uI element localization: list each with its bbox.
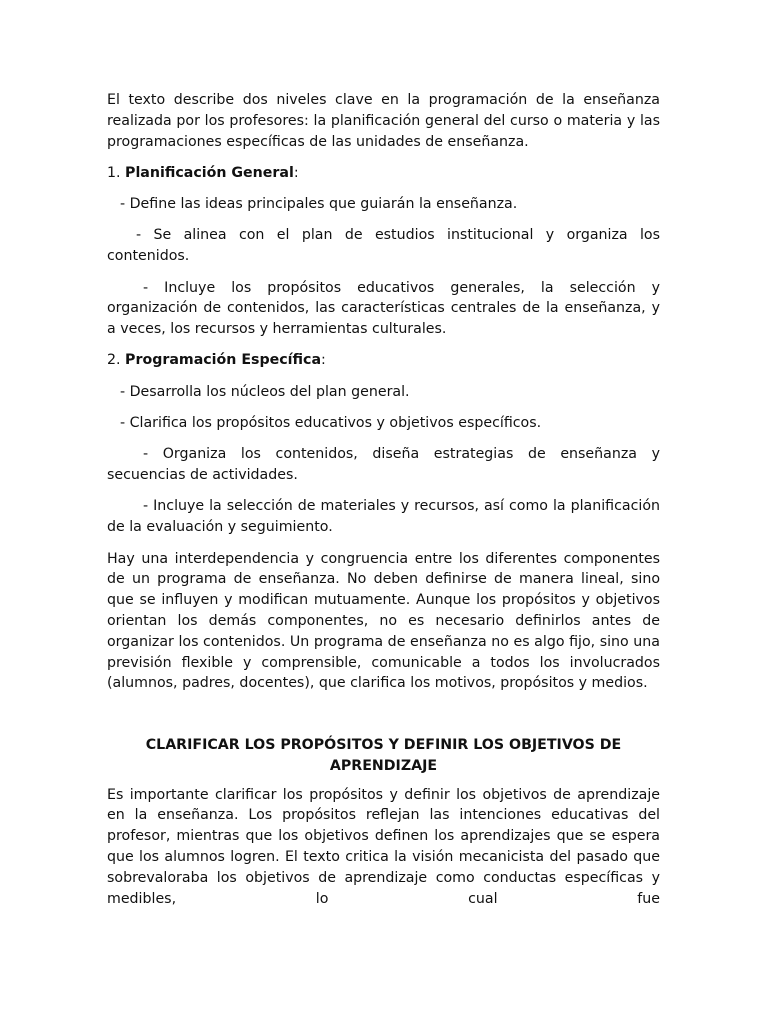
section-2-title: Programación Específica: [125, 352, 322, 369]
section-1-item: - Incluye los propósitos educativos generales, la selección y organización de contenidos, las características centrales de la enseñanza, y a veces, los recursos y herramientas culturales.: [107, 279, 660, 338]
section-2-item: - Clarifica los propósitos educativos y objetivos específicos.: [120, 415, 542, 432]
section-2-item: - Desarrolla los núcleos del plan general.: [120, 383, 410, 400]
section-1-item: - Se alinea con el plan de estudios institucional y organiza los contenidos.: [107, 227, 660, 265]
final-paragraph: Es importante clarificar los propósitos y definir los objetivos de aprendizaje en la enseñanza. Los propósitos reflejan las intenciones educativas del profesor, mientras que los objetivos definen los aprendizajes que se espera que los alumnos logren. El texto critica la visión mecanicista del pasado que sobrevaloraba los objetivos de aprendizaje como conductas específicas y medibles, lo cual fue: [107, 786, 660, 907]
section-2-colon: :: [321, 352, 326, 369]
section-1-heading: [107, 163, 660, 184]
section-2-item: - Organiza los contenidos, diseña estrategias de enseñanza y secuencias de actividades.: [107, 446, 660, 484]
intro-paragraph: El texto describe dos niveles clave en la programación de la enseñanza realizada por los profesores: la planificación general del curso o materia y las programaciones específicas de las unidades de enseñanza.: [107, 92, 660, 150]
section-2-number: 2.: [107, 352, 126, 369]
section-heading: CLARIFICAR LOS PROPÓSITOS Y DEFINIR LOS OBJETIVOS DE APRENDIZAJE: [145, 736, 622, 774]
section-1-colon: :: [293, 164, 299, 181]
document-page: [107, 90, 660, 920]
section-spacer: [107, 705, 660, 735]
section-1-title: Planificación General: [125, 164, 294, 181]
section-1-number: 1.: [107, 164, 126, 181]
section-1-item: - Define las ideas principales que guiarán la enseñanza.: [120, 196, 518, 213]
section-2-heading: [107, 350, 660, 371]
section-2-item: - Incluye la selección de materiales y recursos, así como la planificación de la evaluación y seguimiento.: [107, 498, 660, 536]
conclusion-paragraph: Hay una interdependencia y congruencia entre los diferentes componentes de un programa de enseñanza. No deben definirse de manera lineal, sino que se influyen y modifican mutuamente. Aunque los propósitos y objetivos orientan los demás componentes, no es necesario definirlos antes de organizar los contenidos. Un programa de enseñanza no es algo fijo, sino una previsión flexible y comprensible, comunicable a todos los involucrados (alumnos, padres, docentes), que clarifica los motivos, propósitos y medios.: [107, 550, 660, 692]
